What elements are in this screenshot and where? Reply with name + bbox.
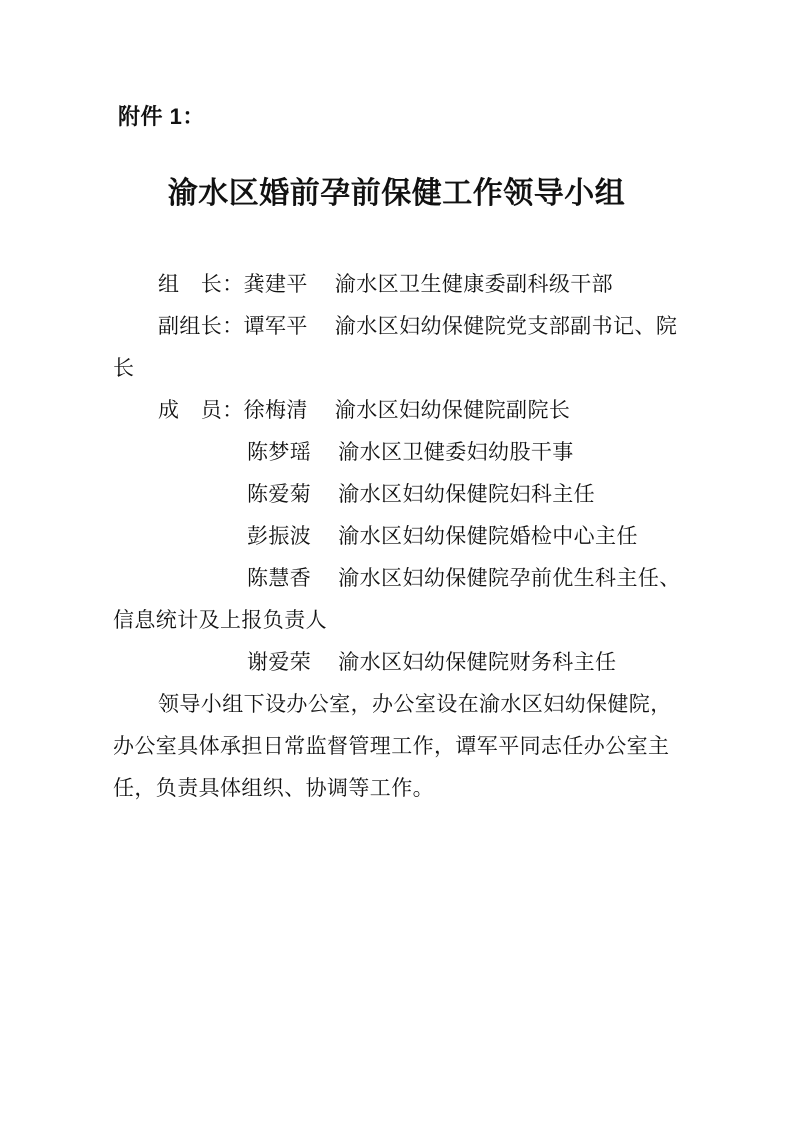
line-member-6: 谢爱荣 渝水区妇幼保健院财务科主任 [247, 650, 617, 674]
line-group-leader: 组 长：龚建平 渝水区卫生健康委副科级干部 [158, 272, 614, 296]
attachment-label: 附件 1： [118, 104, 205, 129]
line-member-1: 成 员：徐梅清 渝水区妇幼保健院副院长 [158, 398, 571, 422]
line-member-2: 陈梦瑶 渝水区卫健委妇幼股干事 [247, 440, 574, 464]
line-member-5-continuation: 信息统计及上报负责人 [113, 608, 327, 632]
document-body [113, 263, 689, 809]
line-office-paragraph-2: 办公室具体承担日常监督管理工作，谭军平同志任办公室主 [113, 734, 670, 758]
line-deputy-leader-continuation: 长 [113, 356, 135, 380]
line-member-5: 陈慧香 渝水区妇幼保健院孕前优生科主任、 [247, 566, 681, 590]
line-office-paragraph-3: 任，负责具体组织、协调等工作。 [113, 776, 434, 800]
line-member-3: 陈爱菊 渝水区妇幼保健院妇科主任 [247, 482, 596, 506]
line-deputy-leader: 副组长：谭军平 渝水区妇幼保健院党支部副书记、院 [158, 314, 678, 338]
line-member-4: 彭振波 渝水区妇幼保健院婚检中心主任 [247, 524, 638, 548]
line-office-paragraph-1: 领导小组下设办公室，办公室设在渝水区妇幼保健院， [158, 692, 672, 716]
page-title: 渝水区婚前孕前保健工作领导小组 [167, 177, 626, 210]
